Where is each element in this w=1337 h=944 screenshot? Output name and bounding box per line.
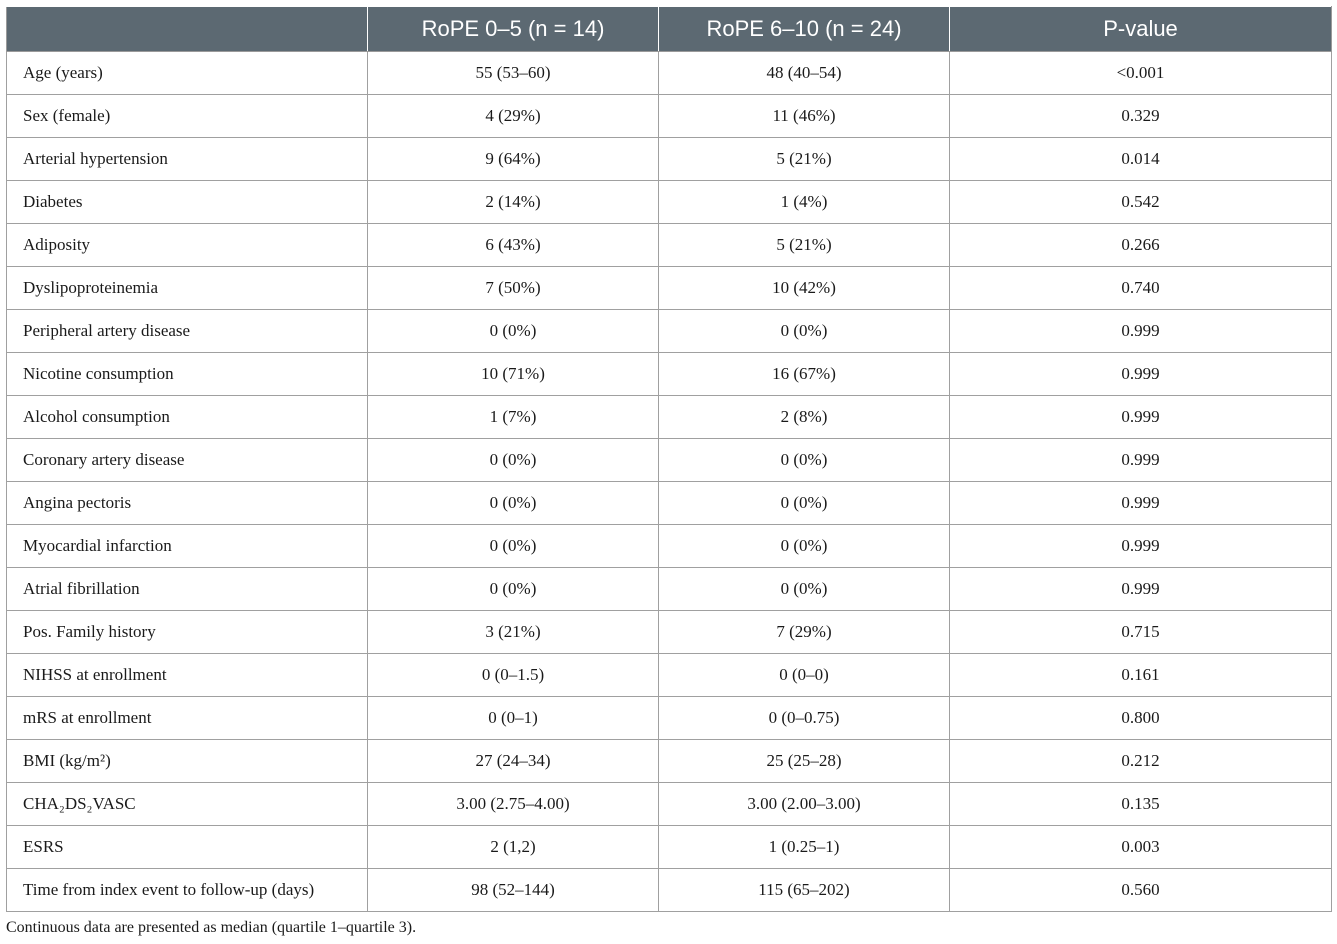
- p-value: 0.003: [950, 826, 1332, 869]
- table-row: [7, 482, 1332, 525]
- table-row: [7, 697, 1332, 740]
- table-row: [7, 525, 1332, 568]
- rope-6-10-value: 0 (0%): [659, 568, 950, 611]
- rope-0-5-value: 0 (0%): [368, 525, 659, 568]
- table-row: [7, 52, 1332, 95]
- rope-6-10-value: 0 (0–0.75): [659, 697, 950, 740]
- rope-6-10-value: 0 (0%): [659, 482, 950, 525]
- rope-0-5-value: 9 (64%): [368, 138, 659, 181]
- table-row: [7, 740, 1332, 783]
- row-label: Atrial fibrillation: [7, 568, 368, 611]
- p-value: 0.212: [950, 740, 1332, 783]
- rope-6-10-value: 11 (46%): [659, 95, 950, 138]
- header-rope-0-5: RoPE 0–5 (n = 14): [368, 7, 659, 52]
- table-row: [7, 654, 1332, 697]
- p-value: 0.161: [950, 654, 1332, 697]
- rope-6-10-value: 25 (25–28): [659, 740, 950, 783]
- table-row: [7, 396, 1332, 439]
- rope-0-5-value: 3 (21%): [368, 611, 659, 654]
- p-value: 0.329: [950, 95, 1332, 138]
- rope-0-5-value: 4 (29%): [368, 95, 659, 138]
- p-value: 0.266: [950, 224, 1332, 267]
- data-table-container: [6, 6, 1331, 912]
- rope-6-10-value: 1 (4%): [659, 181, 950, 224]
- row-label: Pos. Family history: [7, 611, 368, 654]
- table-row: [7, 783, 1332, 826]
- p-value: 0.014: [950, 138, 1332, 181]
- p-value: 0.999: [950, 310, 1332, 353]
- rope-6-10-value: 115 (65–202): [659, 869, 950, 912]
- rope-0-5-value: 0 (0%): [368, 439, 659, 482]
- p-value: 0.999: [950, 525, 1332, 568]
- row-label: CHA₂DS₂VASC: [7, 783, 368, 826]
- row-label: ESRS: [7, 826, 368, 869]
- row-label: Time from index event to follow-up (days): [7, 869, 368, 912]
- row-label: Myocardial infarction: [7, 525, 368, 568]
- rope-6-10-value: 7 (29%): [659, 611, 950, 654]
- rope-0-5-value: 0 (0%): [368, 310, 659, 353]
- table-row: [7, 611, 1332, 654]
- rope-0-5-value: 55 (53–60): [368, 52, 659, 95]
- rope-6-10-value: 2 (8%): [659, 396, 950, 439]
- rope-0-5-value: 27 (24–34): [368, 740, 659, 783]
- rope-6-10-value: 0 (0%): [659, 525, 950, 568]
- rope-6-10-value: 10 (42%): [659, 267, 950, 310]
- table-row: [7, 95, 1332, 138]
- row-label: Angina pectoris: [7, 482, 368, 525]
- row-label: mRS at enrollment: [7, 697, 368, 740]
- rope-0-5-value: 2 (1,2): [368, 826, 659, 869]
- table-row: [7, 224, 1332, 267]
- row-label: Alcohol consumption: [7, 396, 368, 439]
- rope-6-10-value: 0 (0%): [659, 310, 950, 353]
- rope-0-5-value: 0 (0%): [368, 568, 659, 611]
- p-value: 0.560: [950, 869, 1332, 912]
- row-label: Dyslipoproteinemia: [7, 267, 368, 310]
- rope-0-5-value: 0 (0–1): [368, 697, 659, 740]
- p-value: 0.999: [950, 396, 1332, 439]
- row-label: NIHSS at enrollment: [7, 654, 368, 697]
- header-rope-6-10: RoPE 6–10 (n = 24): [659, 7, 950, 52]
- rope-6-10-value: 0 (0–0): [659, 654, 950, 697]
- table-row: [7, 138, 1332, 181]
- rope-0-5-value: 10 (71%): [368, 353, 659, 396]
- p-value: 0.542: [950, 181, 1332, 224]
- rope-6-10-value: 1 (0.25–1): [659, 826, 950, 869]
- row-label: Adiposity: [7, 224, 368, 267]
- table-row: [7, 439, 1332, 482]
- table-header-row: [7, 7, 1332, 52]
- p-value: 0.740: [950, 267, 1332, 310]
- table-footnote: Continuous data are presented as median (quartile 1–quartile 3).: [6, 919, 417, 936]
- rope-0-5-value: 7 (50%): [368, 267, 659, 310]
- p-value: 0.715: [950, 611, 1332, 654]
- rope-6-10-value: 16 (67%): [659, 353, 950, 396]
- p-value: 0.999: [950, 568, 1332, 611]
- rope-6-10-value: 5 (21%): [659, 138, 950, 181]
- p-value: <0.001: [950, 52, 1332, 95]
- header-p-value: P-value: [950, 7, 1332, 52]
- table-row: [7, 353, 1332, 396]
- rope-0-5-value: 1 (7%): [368, 396, 659, 439]
- table-row: [7, 267, 1332, 310]
- characteristics-table: [6, 6, 1332, 912]
- p-value: 0.135: [950, 783, 1332, 826]
- p-value: 0.800: [950, 697, 1332, 740]
- row-label: Arterial hypertension: [7, 138, 368, 181]
- row-label: Coronary artery disease: [7, 439, 368, 482]
- rope-0-5-value: 98 (52–144): [368, 869, 659, 912]
- rope-6-10-value: 0 (0%): [659, 439, 950, 482]
- p-value: 0.999: [950, 482, 1332, 525]
- rope-6-10-value: 5 (21%): [659, 224, 950, 267]
- rope-0-5-value: 0 (0%): [368, 482, 659, 525]
- rope-0-5-value: 2 (14%): [368, 181, 659, 224]
- table-body: [7, 52, 1332, 912]
- p-value: 0.999: [950, 353, 1332, 396]
- table-row: [7, 181, 1332, 224]
- row-label: Peripheral artery disease: [7, 310, 368, 353]
- row-label: Age (years): [7, 52, 368, 95]
- table-row: [7, 869, 1332, 912]
- row-label: Sex (female): [7, 95, 368, 138]
- row-label: BMI (kg/m²): [7, 740, 368, 783]
- rope-0-5-value: 0 (0–1.5): [368, 654, 659, 697]
- p-value: 0.999: [950, 439, 1332, 482]
- table-row: [7, 310, 1332, 353]
- table-row: [7, 826, 1332, 869]
- header-label-cell: [7, 7, 368, 52]
- table-row: [7, 568, 1332, 611]
- row-label: Nicotine consumption: [7, 353, 368, 396]
- rope-6-10-value: 48 (40–54): [659, 52, 950, 95]
- rope-0-5-value: 6 (43%): [368, 224, 659, 267]
- rope-6-10-value: 3.00 (2.00–3.00): [659, 783, 950, 826]
- rope-0-5-value: 3.00 (2.75–4.00): [368, 783, 659, 826]
- row-label: Diabetes: [7, 181, 368, 224]
